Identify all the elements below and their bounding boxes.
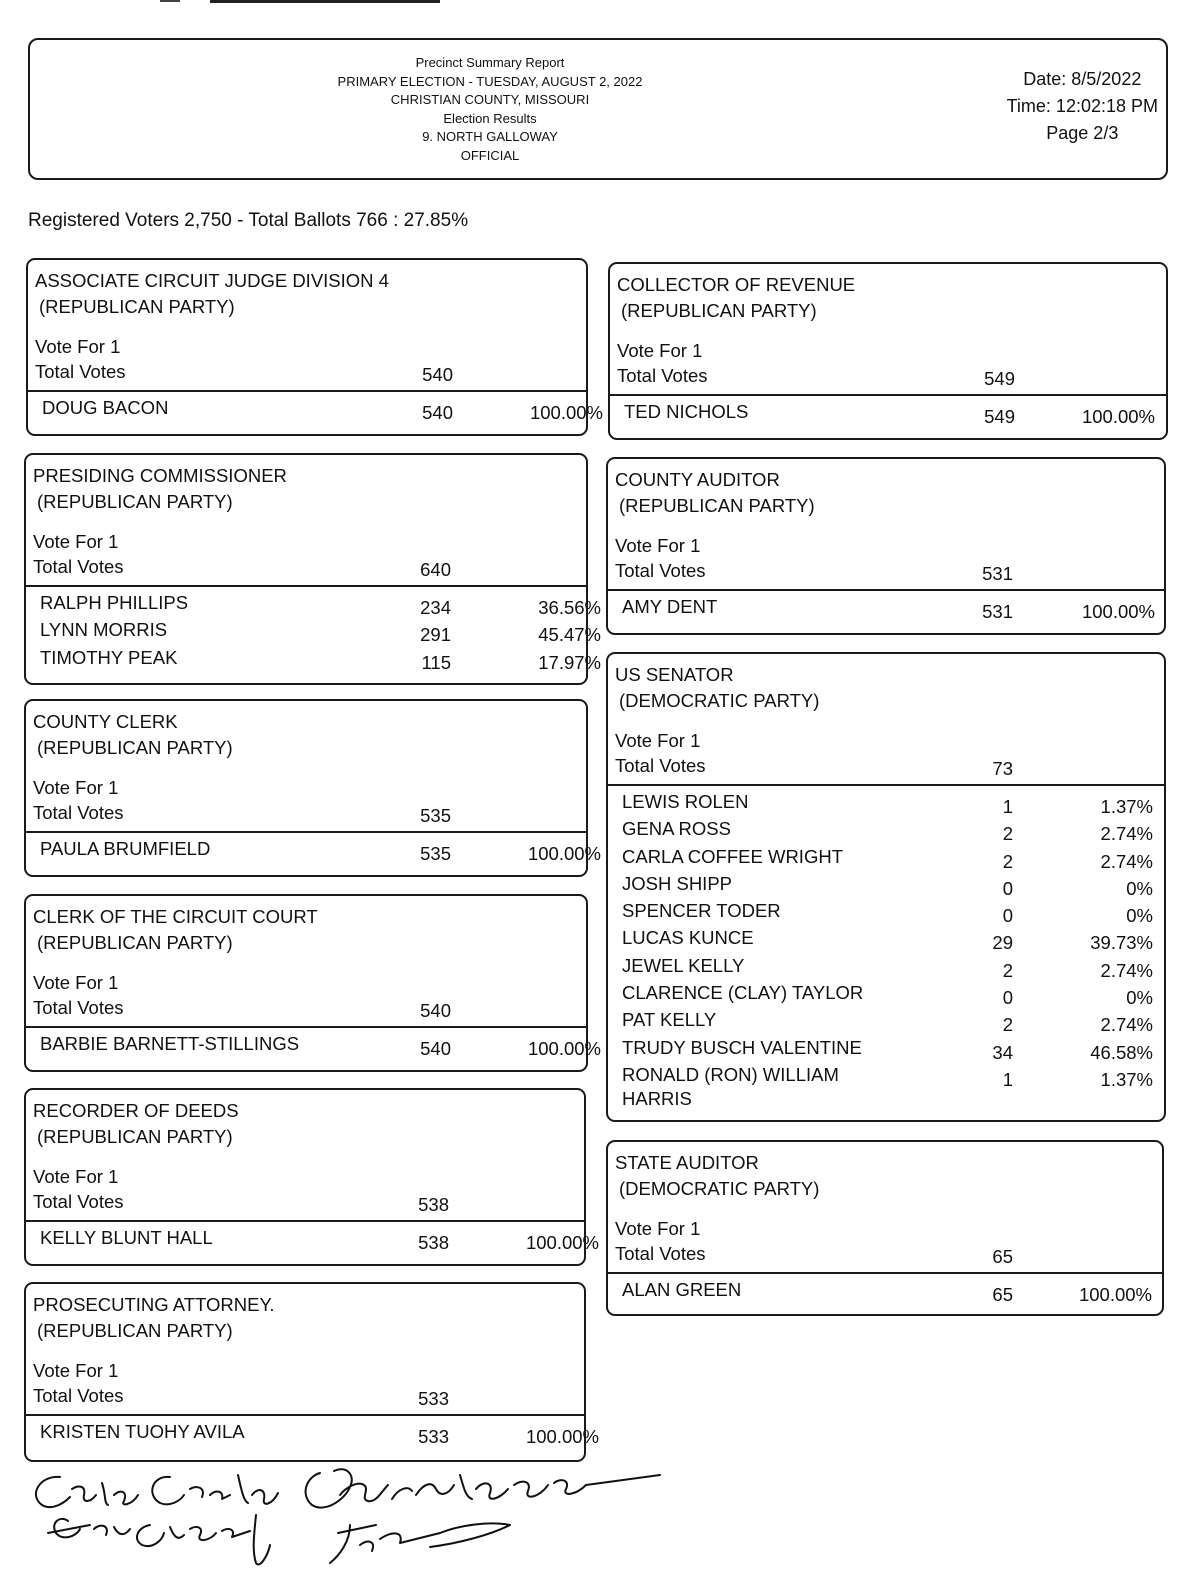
race-divider <box>608 589 1164 591</box>
total-votes-label: Total Votes <box>617 365 708 386</box>
total-votes-label: Total Votes <box>615 1243 706 1264</box>
candidate-percent: 100.00% <box>1081 601 1155 622</box>
race-party: (REPUBLICAN PARTY) <box>37 737 233 758</box>
vote-for-label: Vote For 1 <box>33 972 119 993</box>
candidate-percent: 36.56% <box>538 597 601 618</box>
total-votes-value: 540 <box>420 1000 451 1021</box>
candidate-percent: 100.00% <box>525 1426 599 1447</box>
candidate-name: LEWIS ROLEN <box>622 791 749 812</box>
race-divider <box>26 1026 586 1028</box>
total-votes-label: Total Votes <box>35 361 126 382</box>
candidate-name: CARLA COFFEE WRIGHT <box>622 845 843 867</box>
race-box <box>608 262 1168 440</box>
vote-for-label: Vote For 1 <box>33 531 119 552</box>
candidate-percent: 2.74% <box>1100 823 1153 845</box>
candidate-percent: 0% <box>1126 987 1153 1009</box>
candidate-list <box>610 400 1166 427</box>
race-box <box>606 652 1166 1122</box>
race-party: (REPUBLICAN PARTY) <box>619 495 815 516</box>
total-votes-value: 531 <box>982 563 1013 584</box>
race-party: (REPUBLICAN PARTY) <box>37 1320 233 1341</box>
total-votes-value: 640 <box>420 559 451 580</box>
candidate-name: KRISTEN TUOHY AVILA <box>40 1421 245 1442</box>
race-divider <box>608 1272 1162 1274</box>
race-box <box>24 1088 599 1266</box>
candidate-percent: 1.37% <box>1100 796 1153 817</box>
top-edge-line <box>210 0 440 3</box>
race-box <box>24 894 601 1072</box>
candidate-votes: 234 <box>420 597 451 618</box>
race-title: COUNTY AUDITOR <box>615 469 780 490</box>
candidate-row <box>608 1036 1164 1063</box>
candidate-votes: 538 <box>418 1232 449 1253</box>
race-divider <box>26 585 586 587</box>
total-votes-label: Total Votes <box>33 556 124 577</box>
header-line-report: Precinct Summary Report <box>415 55 565 70</box>
candidate-name: BARBIE BARNETT-STILLINGS <box>40 1033 300 1054</box>
candidate-percent: 100.00% <box>529 402 603 423</box>
vote-for-label: Vote For 1 <box>33 777 119 798</box>
candidate-name: ALAN GREEN <box>622 1279 742 1300</box>
race-party: (REPUBLICAN PARTY) <box>621 300 817 321</box>
race-divider <box>28 390 586 392</box>
race-divider <box>26 831 586 833</box>
race-title: PRESIDING COMMISSIONER <box>33 465 287 486</box>
candidate-percent: 2.74% <box>1100 1014 1153 1036</box>
vote-for-label: Vote For 1 <box>33 1360 119 1381</box>
candidate-row <box>26 837 601 864</box>
candidate-votes: 535 <box>420 843 451 864</box>
candidate-votes: 1 <box>1002 796 1013 817</box>
candidate-name: JEWEL KELLY <box>622 954 745 976</box>
report-header-center <box>270 54 710 165</box>
candidate-name: JOSH SHIPP <box>622 872 732 894</box>
candidate-percent: 100.00% <box>1081 406 1155 427</box>
candidate-row <box>608 790 1164 817</box>
total-votes-label: Total Votes <box>33 802 124 823</box>
candidate-name: CLARENCE (CLAY) TAYLOR <box>622 982 864 1004</box>
race-title: RECORDER OF DEEDS <box>33 1100 239 1121</box>
candidate-name: SPENCER TODER <box>622 900 781 922</box>
candidate-votes: 549 <box>984 406 1015 427</box>
candidate-votes: 34 <box>992 1041 1013 1063</box>
candidate-votes: 65 <box>992 1284 1013 1305</box>
total-votes-label: Total Votes <box>33 1385 124 1406</box>
candidate-list <box>26 837 601 864</box>
registered-voters-line: Registered Voters 2,750 - Total Ballots 766 : 27.85% <box>28 210 469 231</box>
candidate-percent: 17.97% <box>538 651 601 673</box>
header-line-election: PRIMARY ELECTION - TUESDAY, AUGUST 2, 2022 <box>337 73 643 89</box>
candidate-percent: 100.00% <box>525 1232 599 1253</box>
candidate-votes: 2 <box>1002 1014 1013 1036</box>
candidate-list <box>26 1420 599 1447</box>
candidate-percent: 100.00% <box>527 843 601 864</box>
candidate-percent: 0% <box>1126 905 1153 927</box>
report-header-right <box>1007 66 1158 147</box>
race-divider <box>26 1414 584 1416</box>
race-box <box>606 1140 1164 1316</box>
candidate-name: RONALD (RON) WILLIAM HARRIS <box>622 1063 839 1109</box>
report-page: Page 2/3 <box>1046 123 1119 143</box>
candidate-percent: 46.58% <box>1090 1041 1153 1063</box>
race-party: (REPUBLICAN PARTY) <box>37 932 233 953</box>
header-line-county: CHRISTIAN COUNTY, MISSOURI <box>390 92 590 107</box>
vote-for-label: Vote For 1 <box>615 1218 701 1239</box>
candidate-list <box>26 1226 599 1253</box>
candidate-row <box>608 899 1164 926</box>
candidate-name: KELLY BLUNT HALL <box>40 1227 213 1248</box>
header-line-precinct: 9. NORTH GALLOWAY <box>422 129 558 144</box>
candidate-percent: 45.47% <box>538 624 601 646</box>
race-box <box>24 453 601 685</box>
race-party: (DEMOCRATIC PARTY) <box>619 690 820 711</box>
candidate-list <box>26 1032 601 1059</box>
candidate-votes: 2 <box>1002 823 1013 845</box>
candidate-row <box>608 926 1164 953</box>
candidate-name: LYNN MORRIS <box>40 619 168 641</box>
report-time: Time: 12:02:18 PM <box>1006 96 1158 116</box>
total-votes-label: Total Votes <box>615 755 706 776</box>
vote-for-label: Vote For 1 <box>615 730 701 751</box>
candidate-row <box>26 618 601 646</box>
candidate-votes: 540 <box>420 1038 451 1059</box>
candidate-row <box>608 1278 1162 1305</box>
candidate-row <box>608 1063 1164 1113</box>
header-line-results: Election Results <box>443 110 537 126</box>
signatures <box>20 1455 700 1570</box>
race-box <box>24 1282 599 1462</box>
top-edge-mark <box>160 0 180 2</box>
vote-for-label: Vote For 1 <box>615 535 701 556</box>
candidate-name: GENA ROSS <box>622 818 731 840</box>
race-party: (REPUBLICAN PARTY) <box>37 1126 233 1147</box>
candidate-votes: 531 <box>982 601 1013 622</box>
candidate-votes: 533 <box>418 1426 449 1447</box>
candidate-row <box>608 845 1164 872</box>
candidate-row <box>608 872 1164 899</box>
candidate-name: TED NICHOLS <box>624 401 749 422</box>
total-votes-value: 540 <box>422 364 453 385</box>
race-box <box>26 258 603 436</box>
candidate-votes: 0 <box>1002 905 1013 927</box>
candidate-votes: 291 <box>420 624 451 646</box>
total-votes-value: 65 <box>992 1246 1013 1267</box>
total-votes-value: 549 <box>984 368 1015 389</box>
candidate-name: AMY DENT <box>622 596 718 617</box>
candidate-row <box>26 1420 599 1447</box>
candidate-row <box>26 646 601 673</box>
candidate-row <box>608 1008 1164 1035</box>
race-box <box>606 457 1166 635</box>
total-votes-value: 535 <box>420 805 451 826</box>
header-line-status: OFFICIAL <box>460 147 520 163</box>
race-title: US SENATOR <box>615 664 734 685</box>
race-party: (REPUBLICAN PARTY) <box>37 491 233 512</box>
race-box <box>24 699 601 877</box>
candidate-votes: 540 <box>422 402 453 423</box>
race-party: (REPUBLICAN PARTY) <box>39 296 235 317</box>
candidate-row <box>608 981 1164 1008</box>
total-votes-label: Total Votes <box>615 560 706 581</box>
candidate-name: PAT KELLY <box>622 1009 717 1031</box>
candidate-percent: 1.37% <box>1100 1068 1153 1090</box>
race-divider <box>608 784 1164 786</box>
candidate-list <box>28 396 603 423</box>
candidate-percent: 0% <box>1126 877 1153 899</box>
candidate-percent: 2.74% <box>1100 959 1153 981</box>
candidate-name: LUCAS KUNCE <box>622 927 754 949</box>
candidate-votes: 29 <box>992 932 1013 954</box>
candidate-votes: 0 <box>1002 877 1013 899</box>
total-votes-value: 538 <box>418 1194 449 1215</box>
race-divider <box>610 394 1166 396</box>
candidate-row <box>26 591 601 618</box>
total-votes-value: 533 <box>418 1388 449 1409</box>
candidate-percent: 100.00% <box>527 1038 601 1059</box>
candidate-list <box>608 1278 1162 1305</box>
candidate-name: TIMOTHY PEAK <box>40 646 178 668</box>
candidate-row <box>26 1226 599 1253</box>
total-votes-label: Total Votes <box>33 1191 124 1212</box>
candidate-votes: 2 <box>1002 959 1013 981</box>
total-votes-label: Total Votes <box>33 997 124 1018</box>
candidate-votes: 0 <box>1002 987 1013 1009</box>
candidate-percent: 39.73% <box>1090 932 1153 954</box>
candidate-list <box>608 595 1164 622</box>
candidate-row <box>26 1032 601 1059</box>
vote-for-label: Vote For 1 <box>617 340 703 361</box>
race-title: STATE AUDITOR <box>615 1152 759 1173</box>
candidate-list <box>608 790 1164 1113</box>
candidate-row <box>608 595 1164 622</box>
race-title: ASSOCIATE CIRCUIT JUDGE DIVISION 4 <box>35 270 389 291</box>
candidate-percent: 100.00% <box>1078 1284 1152 1305</box>
candidate-name: TRUDY BUSCH VALENTINE <box>622 1036 862 1058</box>
race-divider <box>26 1220 584 1222</box>
candidate-name: PAULA BRUMFIELD <box>40 838 211 859</box>
candidate-name: DOUG BACON <box>42 397 169 418</box>
race-title: PROSECUTING ATTORNEY. <box>33 1294 275 1315</box>
race-party: (DEMOCRATIC PARTY) <box>619 1178 820 1199</box>
candidate-percent: 2.74% <box>1100 850 1153 872</box>
race-title: COLLECTOR OF REVENUE <box>617 274 856 295</box>
vote-for-label: Vote For 1 <box>35 336 121 357</box>
candidate-votes: 2 <box>1002 850 1013 872</box>
candidate-row <box>28 396 603 423</box>
candidate-name: RALPH PHILLIPS <box>40 592 189 613</box>
candidate-row <box>608 817 1164 844</box>
race-title: CLERK OF THE CIRCUIT COURT <box>33 906 318 927</box>
race-title: COUNTY CLERK <box>33 711 178 732</box>
candidate-row <box>610 400 1166 427</box>
report-date: Date: 8/5/2022 <box>1023 69 1142 89</box>
vote-for-label: Vote For 1 <box>33 1166 119 1187</box>
report-header <box>28 38 1168 180</box>
candidate-list <box>26 591 601 673</box>
candidate-votes: 1 <box>1002 1068 1013 1090</box>
candidate-votes: 115 <box>421 651 451 673</box>
total-votes-value: 73 <box>992 758 1013 779</box>
candidate-row <box>608 954 1164 981</box>
